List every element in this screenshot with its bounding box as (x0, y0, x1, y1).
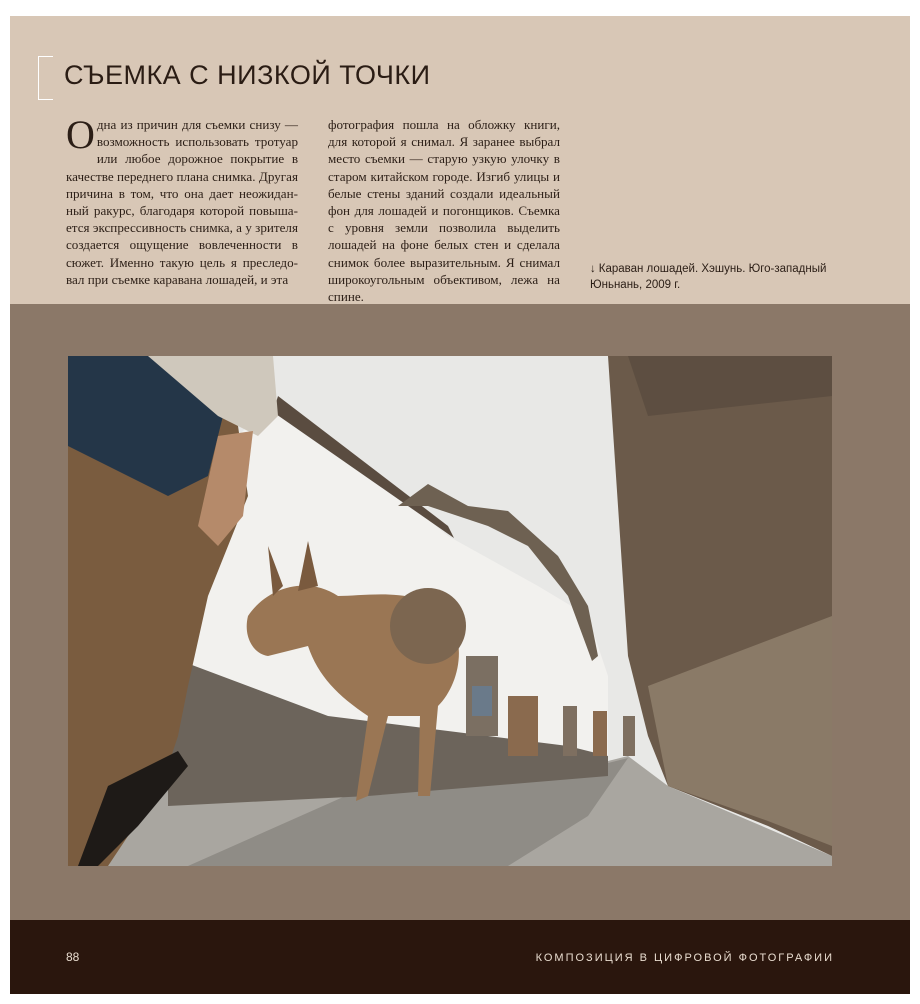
page-number: 88 (66, 950, 80, 964)
book-page (10, 16, 910, 994)
page-title: СЪЕМКА С НИЗКОЙ ТОЧКИ (64, 60, 431, 90)
caption-text: Караван лошадей. Хэшунь. Юго-западный Юньнань, 2009 г. (590, 263, 827, 291)
horse-caravan-photo (68, 356, 832, 866)
arrow-down-icon: ↓ (590, 263, 596, 275)
photo-caption (590, 261, 850, 293)
body-column-1 (66, 112, 298, 288)
title-bracket-left (38, 56, 53, 100)
photo-panel (10, 304, 910, 920)
drop-cap: О (66, 112, 95, 157)
text-panel (10, 16, 910, 304)
body-text-1: дна из причин для съемки снизу — возможность использовать тротуар или любое дорожное покрытие в качестве переднего плана снимка. Другая причина в том, что она дает неожиданный ракурс, благодаря которой повышается экспрессивность снимка, а у зрителя создается ощущение вовлеченности в сюжет. Именно такую цель я преследовал при съемке каравана лошадей, и эта (66, 117, 298, 287)
body-column-2 (328, 116, 560, 305)
book-title: КОМПОЗИЦИЯ В ЦИФРОВОЙ ФОТОГРАФИИ (535, 952, 834, 964)
body-text-2: фотография пошла на обложку книги, для которой я снимал. Я заранее выбрал место съемки — старую узкую улочку в старом китайском городе. Изгиб улицы и белые стены зданий создали идеальный фон для лошадей и погонщиков. Съемка с уровня земли позволила выделить лошадей на фоне белых стен и сделала снимок более выразительным. Я снимал широкоугольным объективом, лежа на спине. (328, 117, 560, 305)
page-footer (10, 920, 910, 994)
